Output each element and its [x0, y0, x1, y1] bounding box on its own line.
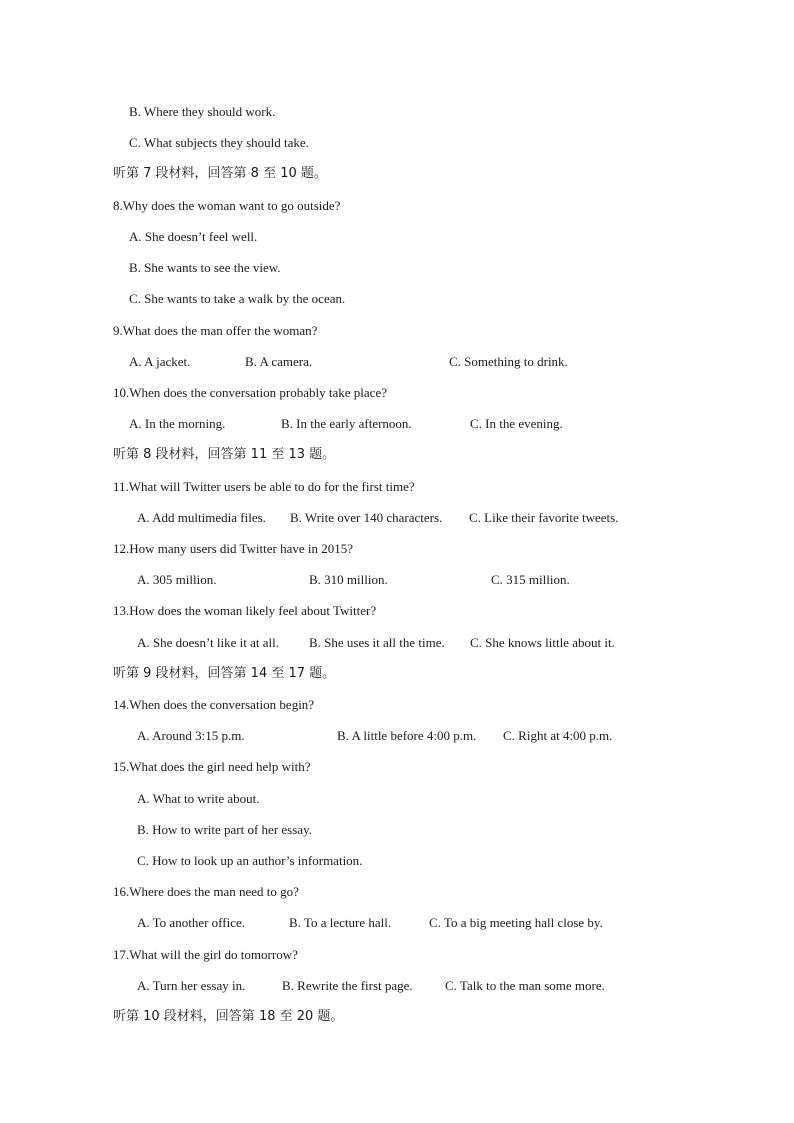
question-14: 14.When does the conversation begin? — [113, 697, 315, 712]
option-11b: B. Write over 140 characters. — [290, 510, 443, 525]
option-16a: A. To another office. — [137, 915, 245, 930]
question-10: 10.When does the conversation probably take place? — [113, 385, 387, 400]
question-13: 13.How does the woman likely feel about Twitter? — [113, 603, 377, 618]
option-16c: C. To a big meeting hall close by. — [429, 915, 603, 930]
option-13b: B. She uses it all the time. — [309, 635, 445, 650]
option-10c: C. In the evening. — [470, 416, 563, 431]
question-15: 15.What does the girl need help with? — [113, 759, 311, 774]
option-17a: A. Turn her essay in. — [137, 978, 246, 993]
question-8: 8.Why does the woman want to go outside? — [113, 198, 341, 213]
option-14c: C. Right at 4:00 p.m. — [503, 728, 613, 743]
option-11c: C. Like their favorite tweets. — [469, 510, 619, 525]
section-heading-9: 听第 9 段材料，回答第 14 至 17 题。 — [113, 666, 336, 681]
option-9c: C. Something to drink. — [449, 354, 568, 369]
option-7b: B. Where they should work. — [129, 104, 276, 119]
option-13c: C. She knows little about it. — [470, 635, 615, 650]
option-17c: C. Talk to the man some more. — [445, 978, 605, 993]
option-17b: B. Rewrite the first page. — [282, 978, 413, 993]
option-10a: A. In the morning. — [129, 416, 226, 431]
question-16: 16.Where does the man need to go? — [113, 884, 299, 899]
question-11: 11.What will Twitter users be able to do for the first time? — [113, 479, 415, 494]
question-9: 9.What does the man offer the woman? — [113, 323, 318, 338]
question-12: 12.How many users did Twitter have in 2015? — [113, 541, 354, 556]
option-14b: B. A little before 4:00 p.m. — [337, 728, 477, 743]
option-9b: B. A camera. — [245, 354, 313, 369]
option-12a: A. 305 million. — [137, 572, 217, 587]
option-11a: A. Add multimedia files. — [137, 510, 266, 525]
option-15c: C. How to look up an author’s information. — [137, 853, 363, 868]
option-12c: C. 315 million. — [491, 572, 570, 587]
option-8b: B. She wants to see the view. — [129, 260, 281, 275]
option-8a: A. She doesn’t feel well. — [129, 229, 258, 244]
section-heading-7: 听第 7 段材料，回答第 8 至 10 题。 — [113, 166, 327, 181]
question-17: 17.What will the girl do tomorrow? — [113, 947, 298, 962]
section-heading-10: 听第 10 段材料，回答第 18 至 20 题。 — [113, 1009, 344, 1024]
option-9a: A. A jacket. — [129, 354, 191, 369]
option-15b: B. How to write part of her essay. — [137, 822, 312, 837]
section-heading-8: 听第 8 段材料，回答第 11 至 13 题。 — [113, 447, 336, 462]
option-16b: B. To a lecture hall. — [289, 915, 392, 930]
option-8c: C. She wants to take a walk by the ocean. — [129, 291, 346, 306]
option-7c: C. What subjects they should take. — [129, 135, 309, 150]
option-12b: B. 310 million. — [309, 572, 388, 587]
option-10b: B. In the early afternoon. — [281, 416, 412, 431]
option-15a: A. What to write about. — [137, 791, 260, 806]
option-13a: A. She doesn’t like it at all. — [137, 635, 280, 650]
option-14a: A. Around 3:15 p.m. — [137, 728, 245, 743]
